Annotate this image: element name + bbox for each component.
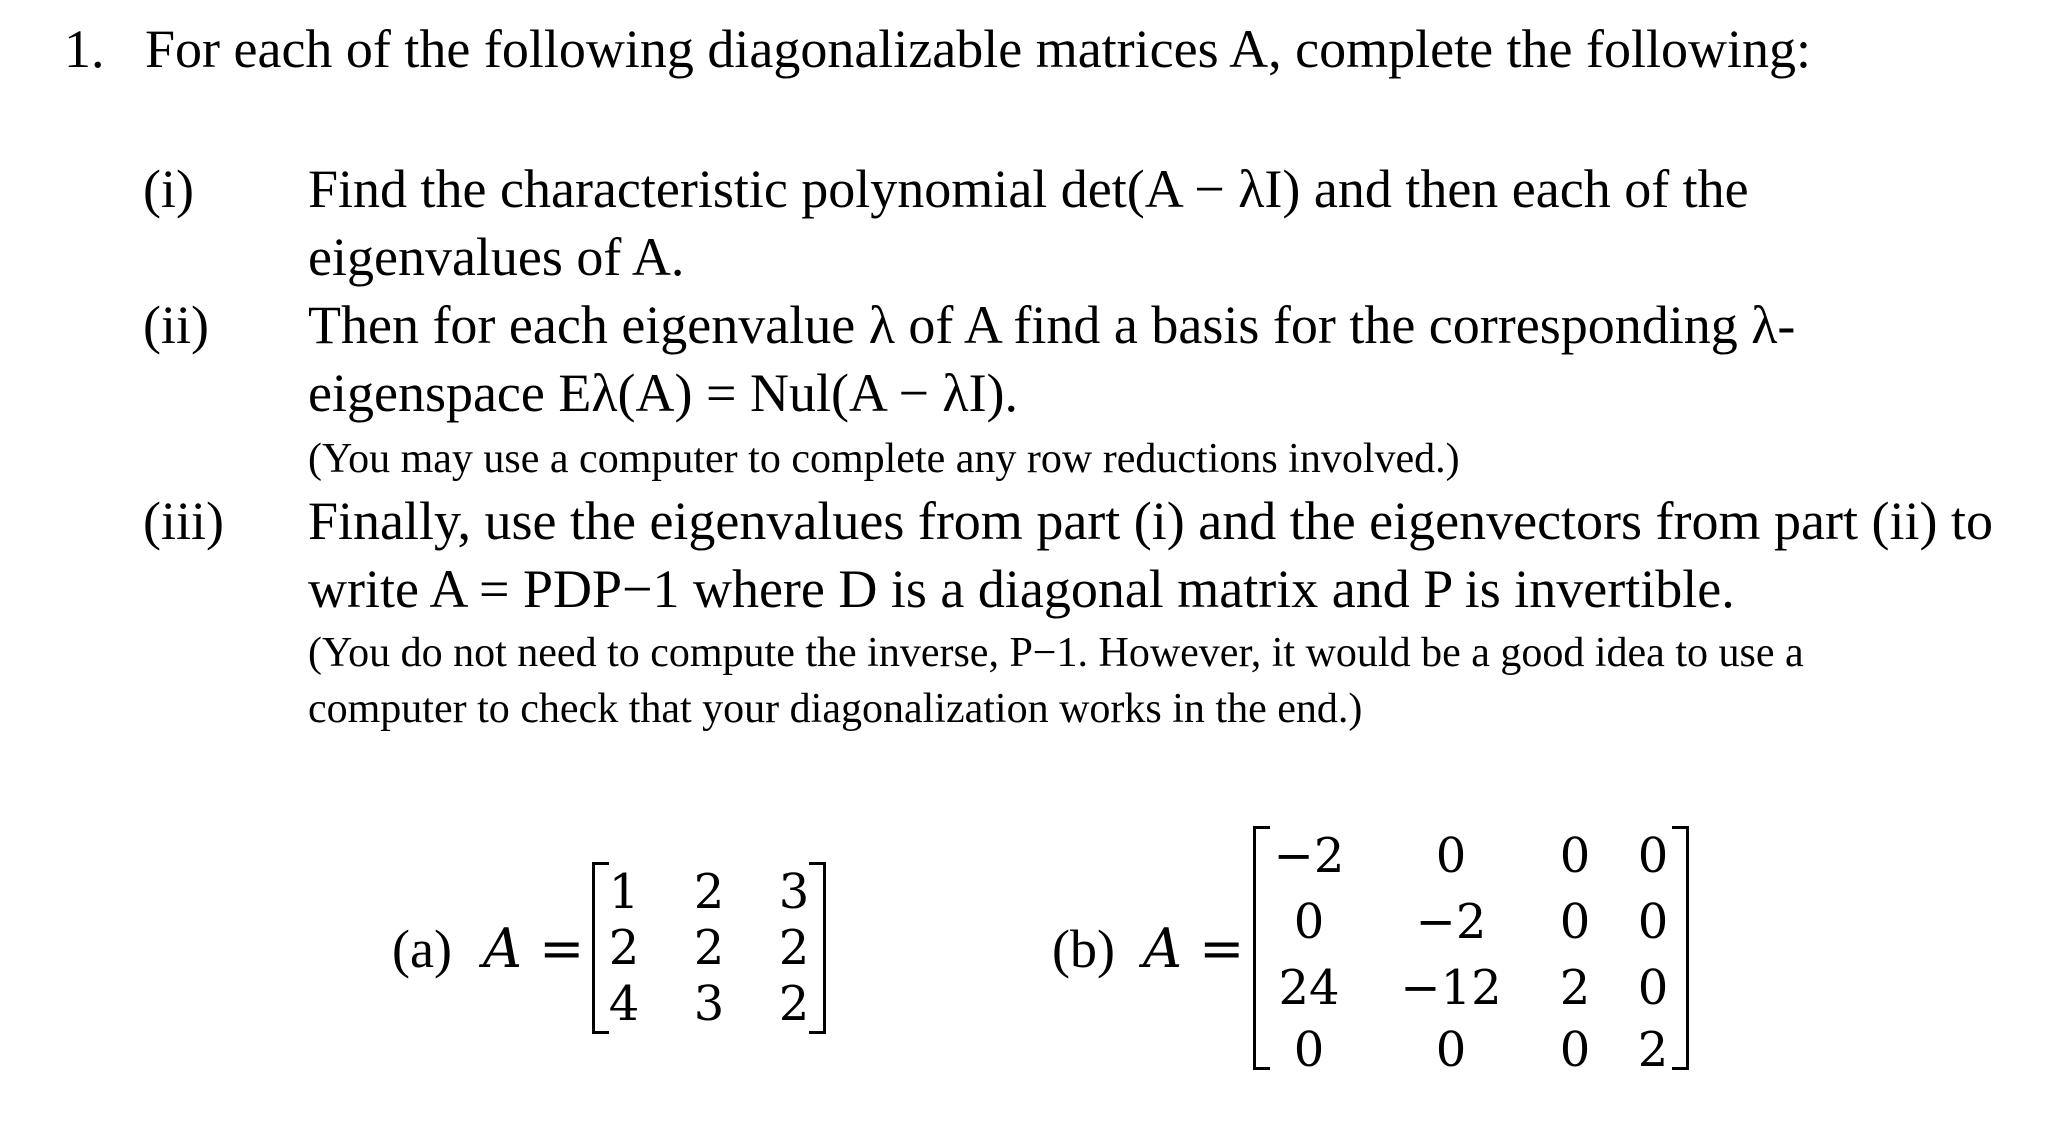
matrix-a-label: (a): [392, 919, 452, 979]
part-ii-line1: Then for each eigenvalue λ of A find a basis for the corresponding λ-: [308, 295, 1796, 355]
matrix-b-lhs: A =: [1143, 917, 1245, 980]
problem-number: 1.: [64, 19, 105, 79]
matrix-b-left-bracket: [1253, 826, 1270, 1070]
matrix-a-cell: 2: [778, 920, 810, 976]
matrix-a-left-bracket: [592, 862, 609, 1034]
matrix-b-cell: 0: [1637, 960, 1669, 1016]
matrix-a-cell: 2: [693, 920, 725, 976]
matrix-b-cell: 0: [1293, 894, 1325, 950]
matrix-b-cell: 2: [1637, 1022, 1669, 1078]
part-ii-label: (ii): [143, 295, 209, 355]
matrix-b-label: (b): [1052, 919, 1115, 979]
matrix-b-cell: 24: [1278, 960, 1340, 1016]
matrix-a-cell: 2: [608, 920, 640, 976]
part-iii-line2: write A = PDP−1 where D is a diagonal matrix and P is invertible.: [308, 559, 1735, 619]
matrix-b-cell: −2: [1273, 828, 1345, 884]
matrix-a-cell: 3: [693, 976, 725, 1032]
matrix-b-cell: 0: [1435, 1022, 1467, 1078]
matrix-b-cell: −12: [1400, 960, 1502, 1016]
part-i-line2: eigenvalues of A.: [308, 227, 685, 287]
part-iii-line1: Finally, use the eigenvalues from part (i) and the eigenvectors from part (ii) to: [308, 491, 1993, 551]
matrix-a-cell: 1: [608, 864, 640, 920]
matrix-b-cell: 0: [1637, 894, 1669, 950]
matrix-b-cell: 0: [1637, 828, 1669, 884]
matrix-b-cell: 0: [1559, 828, 1591, 884]
matrix-b-cell: 0: [1293, 1022, 1325, 1078]
matrix-a-lhs: A =: [483, 917, 585, 980]
part-iii-note1: (You do not need to compute the inverse, P−1. However, it would be a good idea to use a: [308, 630, 1804, 676]
matrix-a-cell: 4: [608, 976, 640, 1032]
part-iii-note2: computer to check that your diagonalization works in the end.): [308, 686, 1363, 732]
part-ii-line2: eigenspace Eλ(A) = Nul(A − λI).: [308, 363, 1019, 423]
matrix-b-cell: 0: [1559, 894, 1591, 950]
matrix-a-cell: 2: [778, 976, 810, 1032]
matrix-b-right-bracket: [1672, 826, 1689, 1070]
matrix-a: [592, 862, 826, 1034]
part-i-line1: Find the characteristic polynomial det(A − λI) and then each of the: [308, 159, 1749, 219]
part-ii-note: (You may use a computer to complete any row reductions involved.): [308, 436, 1460, 482]
problem-intro: For each of the following diagonalizable matrices A, complete the following:: [145, 19, 1812, 79]
matrix-b-cell: −2: [1415, 894, 1487, 950]
matrix-b-cell: 0: [1559, 1022, 1591, 1078]
matrix-b-cell: 0: [1435, 828, 1467, 884]
part-iii-label: (iii): [143, 491, 224, 551]
matrix-a-cell: 3: [778, 864, 810, 920]
matrix-a-cell: 2: [693, 864, 725, 920]
matrix-a-right-bracket: [809, 862, 826, 1034]
matrix-b: [1253, 826, 1689, 1078]
part-i-label: (i): [143, 159, 194, 219]
matrix-b-cell: 2: [1559, 960, 1591, 1016]
